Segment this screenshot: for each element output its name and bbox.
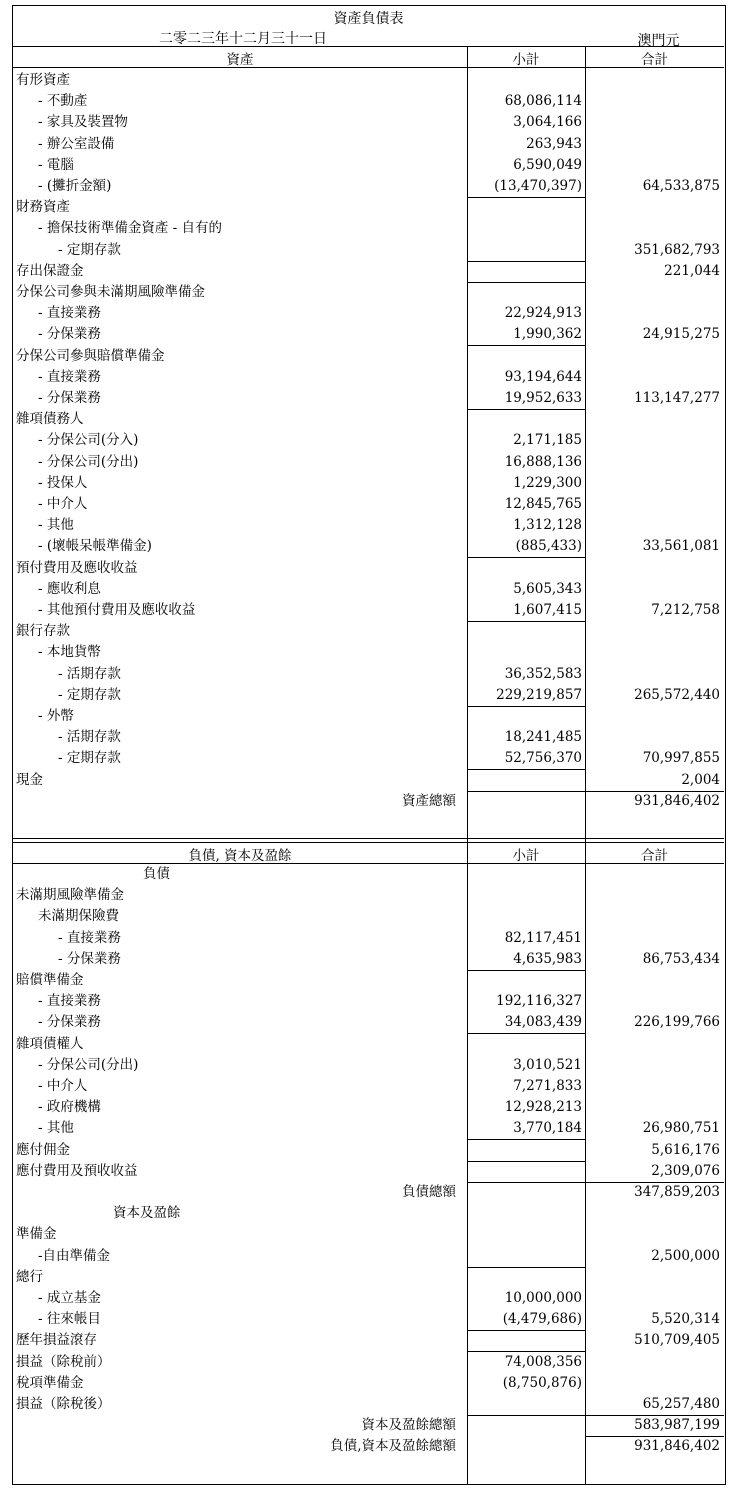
row-label: - 其他 <box>38 1120 74 1137</box>
row-label: 銀行存款 <box>16 623 70 640</box>
table-row <box>13 664 724 685</box>
row-label: 負債,資本及盈餘總額 <box>330 1438 456 1455</box>
row-label: -自由準備金 <box>38 1247 111 1264</box>
row-subtotal: 5,605,343 <box>513 580 582 597</box>
row-label: 分保公司參與賠償準備金 <box>16 347 165 364</box>
table-row <box>13 727 724 748</box>
table-row <box>13 282 724 303</box>
table-row <box>13 70 724 91</box>
table-row <box>13 134 724 155</box>
liab-heading: 負債, 資本及盈餘 <box>188 848 292 864</box>
table-row <box>13 1076 724 1097</box>
table-row <box>13 928 724 949</box>
row-label: - 應收利息 <box>38 580 101 597</box>
row-total: 510,709,405 <box>634 1332 720 1349</box>
row-label: 雜項債權人 <box>16 1035 84 1052</box>
row-subtotal: (8,750,876) <box>502 1374 582 1391</box>
row-subtotal: 7,271,833 <box>513 1078 582 1094</box>
table-row <box>13 1182 724 1203</box>
table-row <box>13 1373 724 1394</box>
row-label: 有形資產 <box>16 72 70 88</box>
balance-sheet <box>12 5 726 1485</box>
table-row <box>13 864 724 885</box>
row-subtotal: 3,770,184 <box>513 1120 582 1137</box>
table-row <box>13 1224 724 1245</box>
row-label: - 直接業務 <box>38 368 101 385</box>
row-total: 931,846,402 <box>634 1438 720 1455</box>
row-label: 負債總額 <box>402 1184 456 1200</box>
row-label: - 分保公司(分出) <box>38 453 139 470</box>
table-row <box>13 240 724 261</box>
table-row <box>13 1288 724 1309</box>
table-row <box>13 770 724 791</box>
table-row <box>13 1246 724 1267</box>
table-row <box>13 1394 724 1415</box>
table-row <box>13 906 724 927</box>
row-subtotal: 263,943 <box>526 135 582 152</box>
row-subtotal: 52,756,370 <box>504 750 582 767</box>
row-total: 931,846,402 <box>634 792 720 809</box>
row-subtotal: 3,064,166 <box>513 114 582 131</box>
table-row <box>13 949 724 970</box>
liab-total-heading: 合計 <box>641 848 668 864</box>
row-label: - 不動產 <box>38 93 88 110</box>
table-row <box>13 706 724 727</box>
row-subtotal: 3,010,521 <box>513 1056 582 1073</box>
row-label: - 直接業務 <box>38 305 101 322</box>
row-subtotal: 12,845,765 <box>504 496 582 512</box>
row-label: - 中介人 <box>38 1078 88 1094</box>
row-label: - 其他 <box>38 517 74 534</box>
row-subtotal: 10,000,000 <box>504 1290 582 1306</box>
table-row <box>13 494 724 515</box>
row-label: 歷年損益滾存 <box>16 1332 97 1349</box>
row-subtotal: 2,171,185 <box>513 432 582 449</box>
row-subtotal: 1,312,128 <box>513 517 582 534</box>
table-row <box>13 515 724 536</box>
row-label: 資本及盈餘 <box>113 1205 181 1222</box>
table-row <box>13 1055 724 1076</box>
table-row <box>13 1034 724 1055</box>
table-row <box>13 642 724 663</box>
row-subtotal: 4,635,983 <box>513 950 582 967</box>
table-row <box>13 748 724 769</box>
row-total: 26,980,751 <box>642 1120 720 1137</box>
row-total: 265,572,440 <box>634 686 720 703</box>
row-label: - 投保人 <box>38 474 88 491</box>
row-label: - 電腦 <box>38 156 74 173</box>
row-label: - (攤折金額) <box>38 178 112 194</box>
row-label: - 往來帳目 <box>38 1311 101 1328</box>
row-total: 5,520,314 <box>651 1311 720 1328</box>
row-label: 應付佣金 <box>16 1141 70 1158</box>
table-row <box>13 176 724 197</box>
row-label: 損益（除稅前） <box>16 1353 111 1370</box>
table-row <box>13 1140 724 1161</box>
row-subtotal: 1,607,415 <box>513 602 582 618</box>
row-total: 70,997,855 <box>642 750 720 767</box>
row-total: 24,915,275 <box>642 326 720 343</box>
table-row <box>13 155 724 176</box>
liab-subtotal-heading: 小計 <box>512 848 540 864</box>
table-row <box>13 791 724 812</box>
row-label: - 辦公室設備 <box>38 135 115 152</box>
currency-label: 澳門元 <box>637 33 680 49</box>
row-label: 損益（除稅後） <box>16 1396 111 1412</box>
row-total: 347,859,203 <box>634 1184 720 1200</box>
row-label: 準備金 <box>16 1226 57 1243</box>
row-subtotal: 22,924,913 <box>504 305 582 322</box>
row-subtotal: 93,194,644 <box>504 368 582 385</box>
row-subtotal: (885,433) <box>515 538 582 555</box>
sheet-date: 二零二三年十二月三十一日 <box>159 31 327 47</box>
row-subtotal: 68,086,114 <box>504 93 582 110</box>
row-label: 未滿期風險準備金 <box>16 887 124 904</box>
row-label: 總行 <box>16 1268 43 1285</box>
row-label: 雜項債務人 <box>16 411 84 428</box>
row-label: 存出保證金 <box>16 262 84 279</box>
table-row <box>13 346 724 367</box>
row-label: - (壞帳呆帳準備金) <box>38 538 152 555</box>
table-row <box>13 218 724 239</box>
row-label: - 直接業務 <box>58 929 121 946</box>
table-row <box>13 558 724 579</box>
table-row <box>13 885 724 906</box>
table-row <box>13 1097 724 1118</box>
row-subtotal: 74,008,356 <box>504 1353 582 1370</box>
row-subtotal: (4,479,686) <box>502 1311 582 1328</box>
row-total: 5,616,176 <box>651 1141 720 1158</box>
row-total: 221,044 <box>664 262 720 279</box>
table-row <box>13 1118 724 1139</box>
row-subtotal: 1,990,362 <box>513 326 582 343</box>
row-subtotal: (13,470,397) <box>494 178 582 194</box>
table-row <box>13 324 724 345</box>
sheet-title: 資產負債表 <box>333 11 404 27</box>
row-total: 2,500,000 <box>651 1247 720 1264</box>
row-label: - 定期存款 <box>58 750 121 767</box>
row-label: 負債 <box>143 866 170 882</box>
row-label: - 活期存款 <box>58 665 121 682</box>
row-label: - 分保公司(分出) <box>38 1056 139 1073</box>
row-label: - 分保業務 <box>38 390 101 406</box>
table-row <box>13 303 724 324</box>
row-label: - 分保業務 <box>58 950 121 967</box>
row-label: - 中介人 <box>38 496 88 512</box>
row-label: - 家具及裝置物 <box>38 114 128 131</box>
row-label: - 分保業務 <box>38 1014 101 1031</box>
row-total: 351,682,793 <box>634 241 720 258</box>
table-row <box>13 452 724 473</box>
row-subtotal: 229,219,857 <box>496 686 582 703</box>
row-total: 2,309,076 <box>651 1162 720 1179</box>
table-row <box>13 1330 724 1351</box>
row-subtotal: 1,229,300 <box>513 474 582 491</box>
table-row <box>13 473 724 494</box>
row-total: 64,533,875 <box>642 178 720 194</box>
table-row <box>13 430 724 451</box>
assets-heading: 資產 <box>226 52 254 68</box>
subtotal-heading: 小計 <box>512 52 540 68</box>
row-subtotal: 6,590,049 <box>513 156 582 173</box>
row-subtotal: 12,928,213 <box>504 1099 582 1116</box>
row-total: 583,987,199 <box>634 1417 720 1434</box>
row-label: - 分保業務 <box>38 326 101 343</box>
total-heading: 合計 <box>641 52 668 68</box>
row-subtotal: 16,888,136 <box>504 453 582 470</box>
table-row <box>13 1309 724 1330</box>
row-label: - 政府機構 <box>38 1099 101 1116</box>
table-row <box>13 1352 724 1373</box>
table-row <box>13 1161 724 1182</box>
table-row <box>13 600 724 621</box>
table-row <box>13 1267 724 1288</box>
row-label: - 分保公司(分入) <box>38 432 139 449</box>
table-row <box>13 388 724 409</box>
table-row <box>13 1436 724 1457</box>
table-row <box>13 1415 724 1436</box>
table-row <box>13 261 724 282</box>
row-label: 稅項準備金 <box>16 1374 84 1391</box>
table-row <box>13 970 724 991</box>
row-subtotal: 192,116,327 <box>496 993 582 1010</box>
table-row <box>13 367 724 388</box>
row-total: 65,257,480 <box>642 1396 720 1412</box>
row-label: 現金 <box>16 771 43 788</box>
row-label: 財務資產 <box>16 199 70 216</box>
row-label: - 外幣 <box>38 708 74 724</box>
row-label: 預付費用及應收收益 <box>16 559 138 576</box>
row-label: - 直接業務 <box>38 993 101 1010</box>
table-row <box>13 991 724 1012</box>
table-row <box>13 621 724 642</box>
row-total: 33,561,081 <box>642 538 720 555</box>
table-row <box>13 579 724 600</box>
row-subtotal: 82,117,451 <box>504 929 582 946</box>
row-subtotal: 36,352,583 <box>504 665 582 682</box>
row-label: - 擔保技術準備金資產 - 自有的 <box>38 220 222 237</box>
row-label: 賠償準備金 <box>16 972 84 988</box>
row-label: - 本地貨幣 <box>38 644 101 661</box>
row-label: - 其他預付費用及應收收益 <box>38 602 196 618</box>
table-row <box>13 1012 724 1033</box>
table-row <box>13 112 724 133</box>
row-subtotal: 19,952,633 <box>504 390 582 406</box>
row-label: - 定期存款 <box>58 241 121 258</box>
row-label: - 定期存款 <box>58 686 121 703</box>
row-total: 7,212,758 <box>651 602 720 618</box>
table-row <box>13 685 724 706</box>
row-label: 分保公司參與未滿期風險準備金 <box>16 284 205 300</box>
table-row <box>13 91 724 112</box>
row-label: 未滿期保險費 <box>38 908 119 925</box>
row-label: 資本及盈餘總額 <box>361 1417 456 1434</box>
row-total: 226,199,766 <box>634 1014 720 1031</box>
row-total: 113,147,277 <box>634 390 720 406</box>
row-label: - 成立基金 <box>38 1290 101 1306</box>
table-row <box>13 197 724 218</box>
row-subtotal: 34,083,439 <box>504 1014 582 1031</box>
row-total: 86,753,434 <box>642 950 720 967</box>
row-label: 應付費用及預收收益 <box>16 1162 138 1179</box>
row-total: 2,004 <box>681 771 720 788</box>
row-label: - 活期存款 <box>58 729 121 746</box>
table-row <box>13 536 724 557</box>
table-row <box>13 1203 724 1224</box>
row-subtotal: 18,241,485 <box>504 729 582 746</box>
row-label: 資產總額 <box>402 792 456 809</box>
table-row <box>13 409 724 430</box>
